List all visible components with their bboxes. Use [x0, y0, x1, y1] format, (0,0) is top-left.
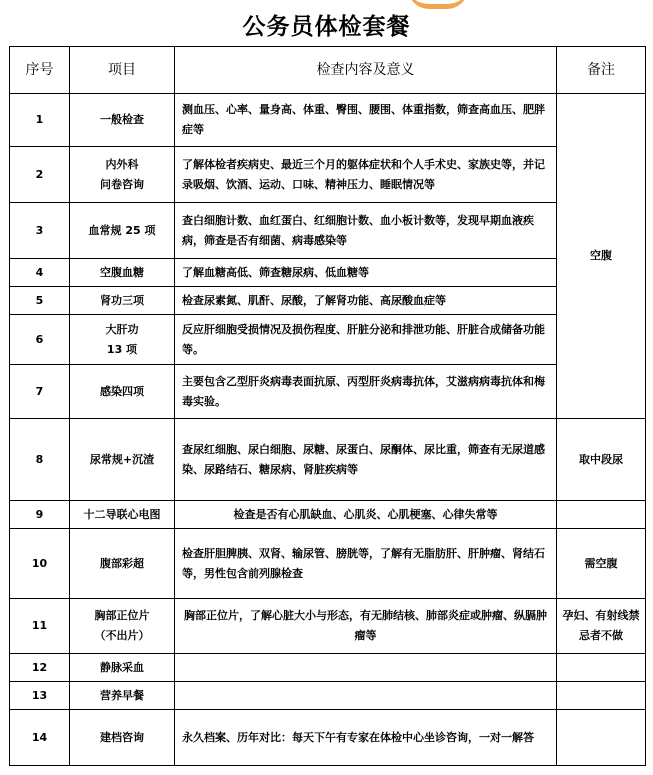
header-content: 检查内容及意义	[175, 47, 557, 94]
row-content: 查尿红细胞、尿白细胞、尿糖、尿蛋白、尿酮体、尿比重，筛查有无尿道感染、尿路结石、糖尿病、肾脏疾病等	[175, 419, 557, 501]
row-item: 营养早餐	[70, 682, 175, 710]
note-empty	[557, 682, 646, 710]
row-item: 血常规 25 项	[70, 203, 175, 259]
header-note: 备注	[557, 47, 646, 94]
note-fasting: 空腹	[557, 94, 646, 419]
row-item: 建档咨询	[70, 710, 175, 766]
row-content	[175, 682, 557, 710]
row-item: 尿常规+沉渣	[70, 419, 175, 501]
row-item: 十二导联心电图	[70, 501, 175, 529]
row-content: 查白细胞计数、血红蛋白、红细胞计数、血小板计数等，发现早期血液疾病，筛查是否有细菌、病毒感染等	[175, 203, 557, 259]
table-row	[10, 94, 646, 147]
row-content: 检查是否有心肌缺血、心肌炎、心肌梗塞、心律失常等	[175, 501, 557, 529]
row-no: 1	[10, 94, 70, 147]
row-content: 检查肝胆脾胰、双肾、输尿管、膀胱等，了解有无脂肪肝、肝肿瘤、肾结石等，男性包含前列腺检查	[175, 529, 557, 599]
row-content	[175, 654, 557, 682]
row-content: 胸部正位片，了解心脏大小与形态，有无肺结核、肺部炎症或肿瘤、纵膈肿瘤等	[175, 599, 557, 654]
header-item: 项目	[70, 47, 175, 94]
note-empty	[557, 654, 646, 682]
row-no: 14	[10, 710, 70, 766]
row-content: 了解血糖高低、筛查糖尿病、低血糖等	[175, 259, 557, 287]
note-empty	[557, 501, 646, 529]
table-row	[10, 654, 646, 682]
note-empty	[557, 710, 646, 766]
row-content: 检查尿素氮、肌酐、尿酸，了解肾功能、高尿酸血症等	[175, 287, 557, 315]
row-no: 9	[10, 501, 70, 529]
row-no: 10	[10, 529, 70, 599]
row-item: 腹部彩超	[70, 529, 175, 599]
row-item: 内外科 问卷咨询	[70, 147, 175, 203]
row-content: 反应肝细胞受损情况及损伤程度、肝脏分泌和排泄功能、肝脏合成储备功能等。	[175, 315, 557, 365]
table-row	[10, 599, 646, 654]
row-no: 13	[10, 682, 70, 710]
table-row	[10, 682, 646, 710]
row-content: 永久档案、历年对比：每天下午有专家在体检中心坐诊咨询，一对一解答	[175, 710, 557, 766]
table-row	[10, 710, 646, 766]
row-content: 了解体检者疾病史、最近三个月的躯体症状和个人手术史、家族史等，并记录吸烟、饮酒、运动、口味、精神压力、睡眠情况等	[175, 147, 557, 203]
row-no: 4	[10, 259, 70, 287]
header-no: 序号	[10, 47, 70, 94]
row-item: 大肝功 13 项	[70, 315, 175, 365]
note-radiation: 孕妇、有射线禁忌者不做	[557, 599, 646, 654]
table-row	[10, 203, 646, 259]
row-item: 静脉采血	[70, 654, 175, 682]
table-row	[10, 529, 646, 599]
row-no: 7	[10, 365, 70, 419]
note-hold-urine: 需空腹	[557, 529, 646, 599]
table-header-row	[10, 47, 646, 94]
row-no: 6	[10, 315, 70, 365]
table-row	[10, 287, 646, 315]
row-content: 主要包含乙型肝炎病毒表面抗原、丙型肝炎病毒抗体，艾滋病病毒抗体和梅毒实验。	[175, 365, 557, 419]
row-item: 胸部正位片 （不出片）	[70, 599, 175, 654]
row-no: 8	[10, 419, 70, 501]
row-no: 5	[10, 287, 70, 315]
row-item: 空腹血糖	[70, 259, 175, 287]
row-item: 感染四项	[70, 365, 175, 419]
table-row	[10, 501, 646, 529]
table-row	[10, 419, 646, 501]
row-no: 3	[10, 203, 70, 259]
page-title: 公务员体检套餐	[242, 14, 411, 40]
checkup-table	[9, 46, 646, 766]
note-midstream-urine: 取中段尿	[557, 419, 646, 501]
row-item: 肾功三项	[70, 287, 175, 315]
table-row	[10, 315, 646, 365]
row-no: 11	[10, 599, 70, 654]
row-no: 2	[10, 147, 70, 203]
row-item: 一般检查	[70, 94, 175, 147]
table-row	[10, 147, 646, 203]
table-row	[10, 365, 646, 419]
table-row	[10, 259, 646, 287]
row-no: 12	[10, 654, 70, 682]
row-content: 测血压、心率、量身高、体重、臀围、腰围、体重指数，筛查高血压、肥胖症等	[175, 94, 557, 147]
